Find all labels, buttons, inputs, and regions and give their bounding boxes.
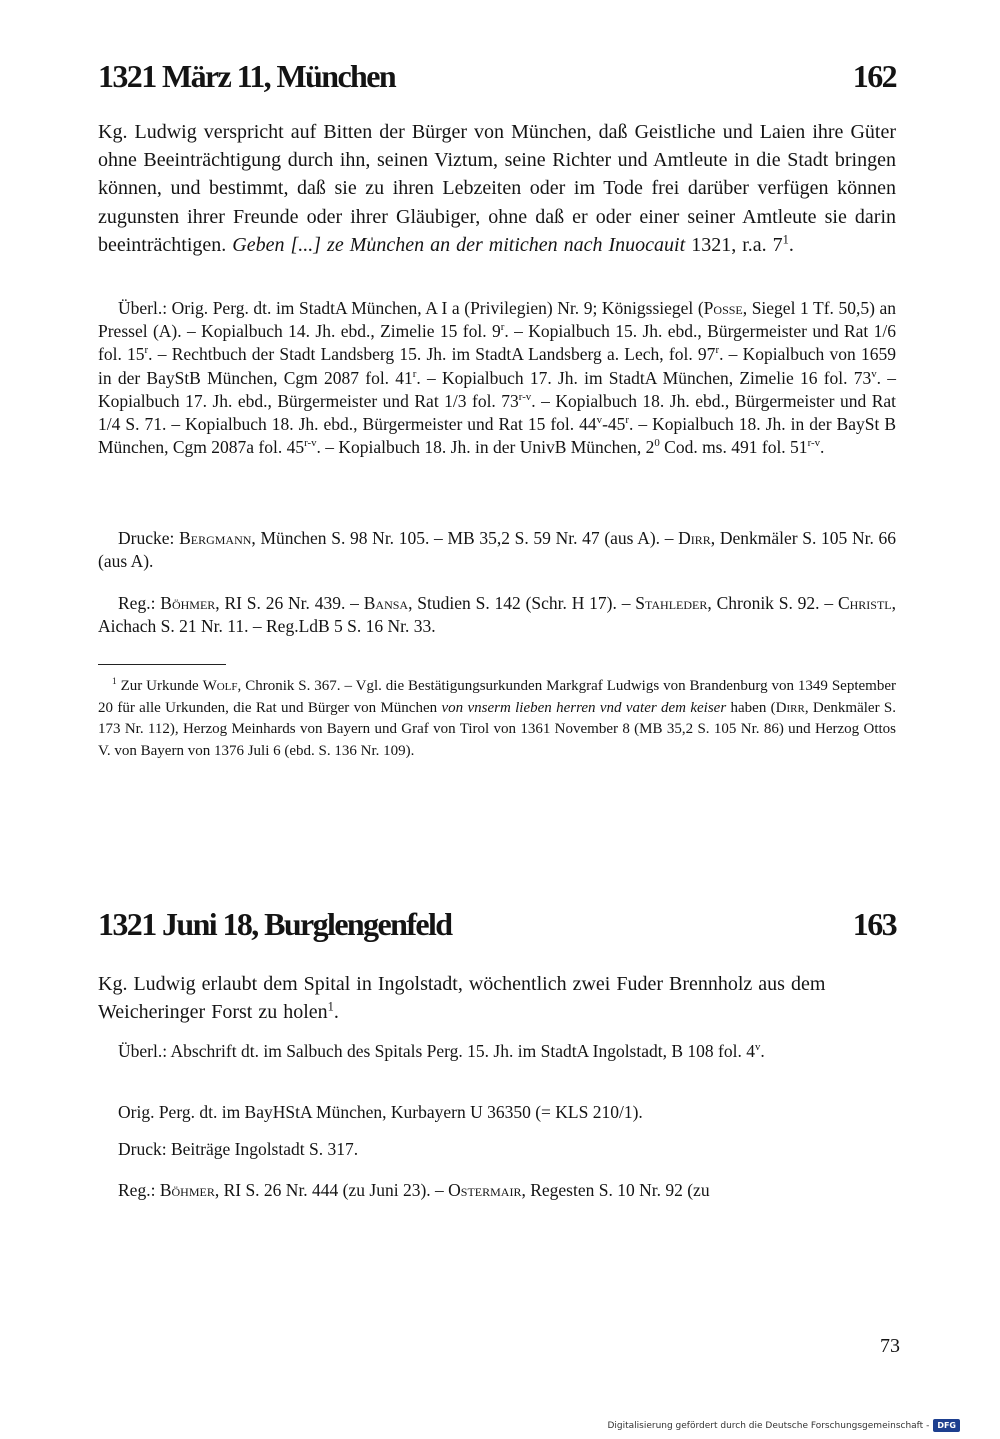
ueberl-label: Überl.: <box>118 1041 168 1061</box>
doc-163-heading <box>98 904 896 944</box>
regest-quote: Geben [...] ze Mu̍nchen an der mitichen nach Inuocauit <box>232 233 686 256</box>
doc-163-date-place: 1321 Juni 18, Burglengenfeld <box>98 906 452 942</box>
doc-163-original: Orig. Perg. dt. im BayHStA München, Kurbayern U 36350 (= KLS 210/1). <box>118 1102 643 1122</box>
footnote-number: 1 <box>112 677 117 687</box>
doc-162-regesten: Reg.: Böhmer, RI S. 26 Nr. 439. – Bansa, Studien S. 142 (Schr. H 17). – Stahleder, Chronik S. 92. – Christl, Aichach S. 21 Nr. 11. – Reg.LdB 5 S. 16 Nr. 33. <box>98 593 896 637</box>
doc-162-number: 162 <box>852 58 896 94</box>
doc-162-heading <box>98 56 896 96</box>
doc-162-drucke: Drucke: Bergmann, München S. 98 Nr. 105. – MB 35,2 S. 59 Nr. 47 (aus A). – Dirr, Denkmäler S. 105 Nr. 66 (aus A). <box>98 528 897 572</box>
dfg-credit <box>607 1419 960 1432</box>
doc-162-footnote: $^1$ Zur Urkunde Wolf, Chronik S. 367. – Vgl. die Bestätigungsurkunden Markgraf Ludwigs von Brandenburg von 1349 September 20 für alle Urkunden, die Rat und Bürger von München von vnserm lieben herren vnd vater dem keiser haben (Dirr, Denkmäler S. 173 Nr. 112), Herzog Meinhards von Bayern und Graf von Tirol von 1361 November 8 (MB 35,2 S. 105 Nr. 86) und Herzog Ottos V. von Bayern von 1376 Juli 6 (ebd. S. 136 Nr. 109). <box>98 677 896 759</box>
doc-163-regesten: Reg.: Böhmer, RI S. 26 Nr. 444 (zu Juni 23). – Ostermair, Regesten S. 10 Nr. 92 (zu <box>118 1180 710 1200</box>
dfg-logo: DFG <box>933 1419 960 1432</box>
doc-162-regest: Kg. Ludwig verspricht auf Bitten der Bürger von München, daß Geistliche und Laien ihre Güter ohne Beeinträchtigung durch ihn, seinen Viztum, seine Richter und Amtleute in die Stadt bringen können, und bestimmt, daß sie zu ihren Lebzeiten oder im Tode frei darüber verfügen können zugunsten ihrer Freunde oder ihrer Gläubiger, ohne daß er oder einer seiner Amtleute sie darin beeinträchtigen. Geben [...] ze Mu̍nchen an der mitichen nach Inuocauit 1321, r.a. $7^1$. <box>98 121 896 256</box>
regest-text: Kg. Ludwig verspricht auf Bitten der Bürger von München, daß Geistliche und Laien ihre Güter ohne Beeinträchtigung durch ihn, seinen Viztum, seine Richter und Amtleute in die Stadt bringen können, und bestimmt, daß sie zu ihren Lebzeiten oder im Tode frei darüber verfügen können zugunsten ihrer Freunde oder ihrer Gläubiger, ohne daß er oder einer seiner Amtleute sie darin beeinträchtigen. <box>98 121 896 256</box>
doc-162-ueberlieferung: Überl.: Orig. Perg. dt. im StadtA München, A I a (Privilegien) Nr. 9; Königssiegel (Posse, Siegel 1 Tf. 50,5) an Pressel (A). – Kopialbuch 14. Jh. ebd., Zimelie 15 fol. 9$^r$. – Kopialbuch 15. Jh. ebd., Bürgermeister und Rat 1/6 fol. 15$^r$. – Rechtbuch der Stadt Landsberg 15. Jh. im StadtA Landsberg a. Lech, fol. 97$^r$. – Kopialbuch von 1659 in der BayStB München, Cgm 2087 fol. 41$^r$. – Kopialbuch 17. Jh. im StadtA München, Zimelie 16 fol. 73$^v$. – Kopialbuch 17. Jh. ebd., Bürgermeister und Rat 1/3 fol. 73$^{r-v}$. – Kopialbuch 18. Jh. ebd., Bürgermeister und Rat 1/4 S. 71. – Kopialbuch 18. Jh. ebd., Bürgermeister und Rat 15 fol. 44$^v$-45$^r$. – Kopialbuch 18. Jh. in der BaySt B München, Cgm 2087a fol. 45$^{r-v}$. – Kopialbuch 18. Jh. in der UnivB München, $2^0$ Cod. ms. 491 fol. 51$^{r-v}$. <box>98 298 897 458</box>
drucke-label: Drucke: <box>118 528 175 548</box>
regest-date: 1321, r.a. 7 <box>691 233 783 256</box>
doc-163-regest: Kg. Ludwig erlaubt dem Spital in Ingolstadt, wöchentlich zwei Fuder Brennholz aus dem Weicheringer Forst zu holen$^1$. <box>98 973 826 1024</box>
footnote-separator <box>98 664 226 665</box>
reg-label: Reg.: <box>118 1180 156 1200</box>
doc-163-druck: Druck: Beiträge Ingolstadt S. 317. <box>118 1139 359 1159</box>
ueberl-label: Überl.: <box>118 298 168 318</box>
footnote-ref: 1 <box>327 999 334 1014</box>
regest-text: Kg. Ludwig erlaubt dem Spital in Ingolstadt, wöchentlich zwei Fuder Brennholz aus dem Weicheringer Forst zu holen <box>98 973 826 1024</box>
doc-163-number: 163 <box>852 906 896 942</box>
reg-label: Reg.: <box>118 593 156 613</box>
doc-163-ueberlieferung: Überl.: Abschrift dt. im Salbuch des Spitals Perg. 15. Jh. im StadtA Ingolstadt, B 108 fol. 4$^v$. <box>118 1041 765 1061</box>
credit-text: Digitalisierung gefördert durch die Deutsche Forschungsgemeinschaft - <box>607 1420 930 1431</box>
footnote-ref: 1 <box>782 232 789 247</box>
doc-162-date-place: 1321 März 11, München <box>98 58 396 94</box>
page-number: 73 <box>880 1335 900 1357</box>
